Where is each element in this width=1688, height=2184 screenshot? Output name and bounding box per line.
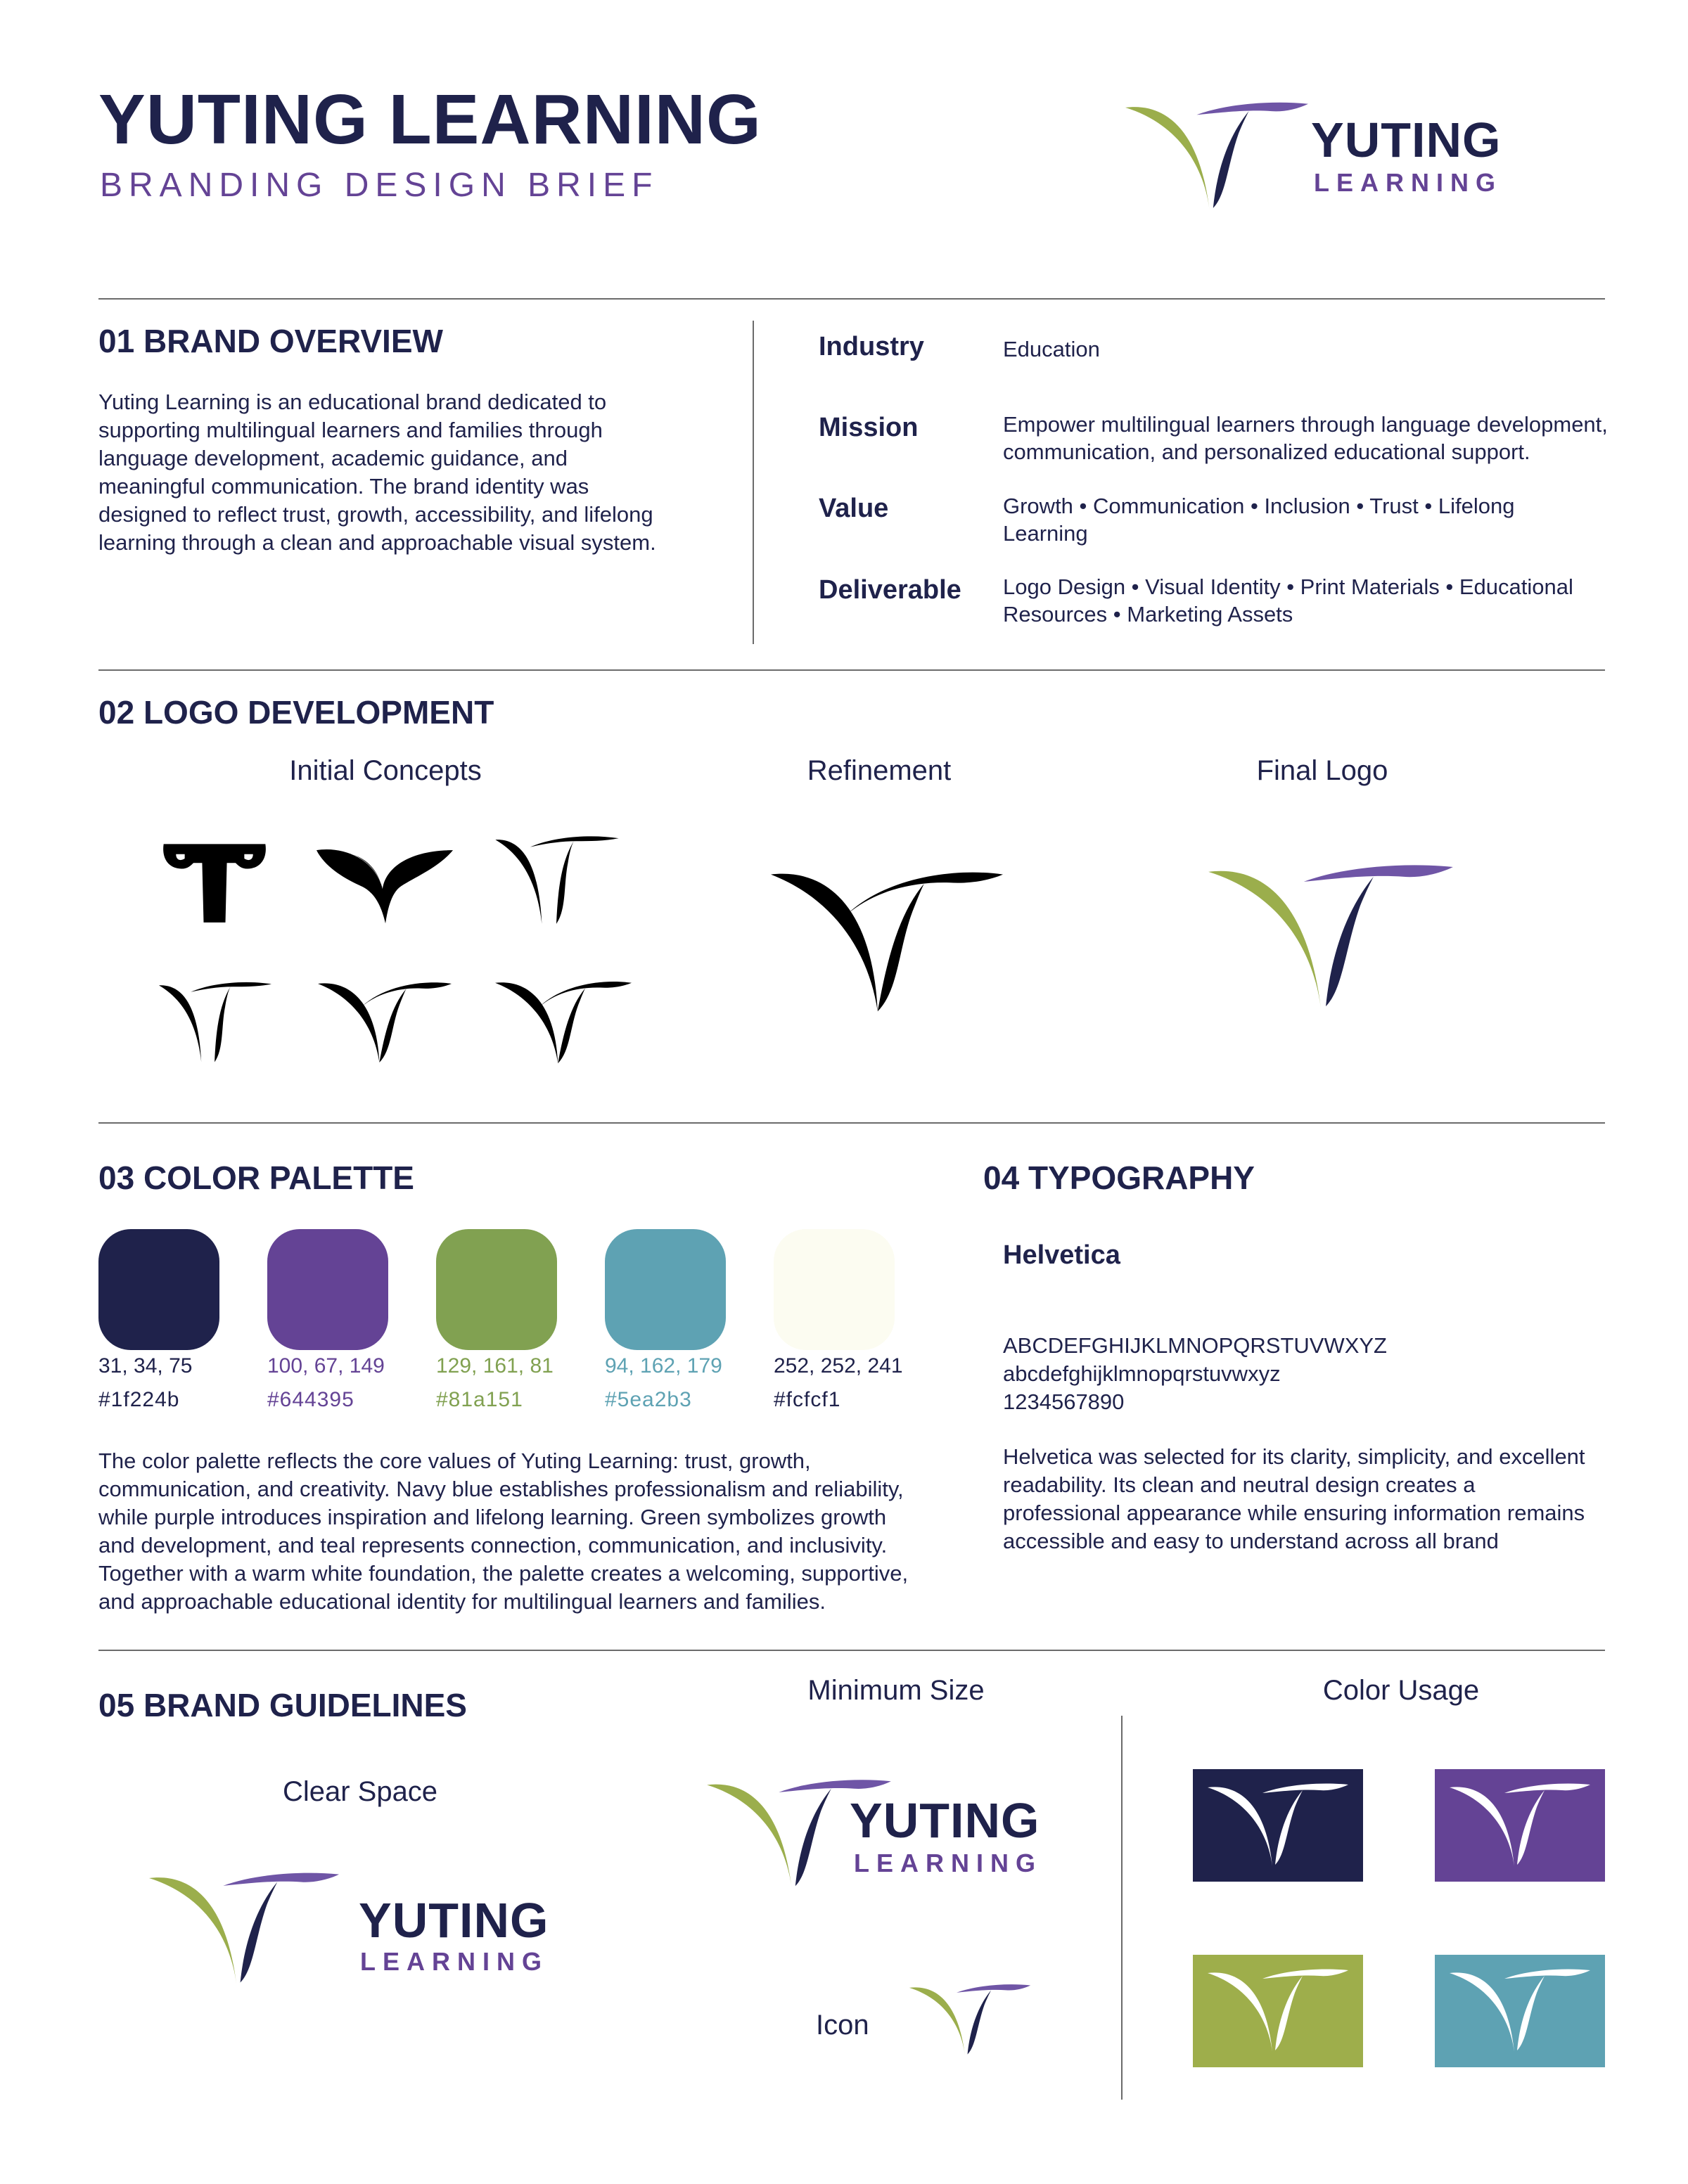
clear-space-logo: [149, 1870, 557, 1997]
refinement-mark-icon: [771, 863, 1003, 1022]
fact-label-industry: Industry: [819, 332, 924, 361]
concept-swoosh-icon: [159, 977, 271, 1069]
white-mark-icon: [1206, 1782, 1350, 1873]
white-mark-icon: [1447, 1782, 1592, 1873]
swatch-navy: [98, 1229, 219, 1350]
swatch-rgb-teal: 94, 162, 179: [605, 1354, 722, 1377]
usage-tile-navy: [1193, 1769, 1363, 1882]
usage-tile-green: [1193, 1955, 1363, 2067]
divider: [98, 1650, 1605, 1651]
usage-tile-teal: [1435, 1955, 1605, 2067]
swatch-rgb-navy: 31, 34, 75: [98, 1354, 193, 1377]
palette-paragraph: The color palette reflects the core values of Yuting Learning: trust, growth, communication, and creativity. Navy blue establishes professionalism and reliability, while purple introduces inspiration and lifelong learning. Green symbolizes growth and development, and teal represents connection, communication, and inclusivity. Together with a warm white foundation, the palette creates a welcoming, supportive, and approachable educational identity for multilingual learners and families.: [98, 1448, 909, 1614]
swatch-hex-green: #81a151: [436, 1388, 523, 1411]
concept-t-icon: [159, 837, 270, 924]
typeface-name: Helvetica: [1003, 1240, 1120, 1270]
fact-label-deliverable: Deliverable: [819, 575, 961, 605]
concept-wing-icon: [316, 838, 453, 925]
swatch-hex-warm-white: #fcfcf1: [774, 1388, 841, 1411]
small-icon-mark-icon: [909, 1983, 1031, 2062]
section-heading-overview: 01 BRAND OVERVIEW: [98, 323, 443, 359]
caption-final-logo: Final Logo: [1256, 755, 1388, 786]
logo-word-learning: LEARNING: [360, 1947, 549, 1976]
page-subtitle: BRANDING DESIGN BRIEF: [100, 167, 659, 204]
fact-value-industry: Education: [1003, 337, 1100, 361]
white-mark-icon: [1447, 1967, 1592, 2059]
typeface-specimen: ABCDEFGHIJKLMNOPQRSTUVWXYZ abcdefghijklmnopqrstuvwxyz 1234567890: [1003, 1333, 1387, 1414]
typography-paragraph: Helvetica was selected for its clarity, simplicity, and excellent readability. Its clean and neutral design creates a professional appearance while ensuring information remains accessible and easy to understand across all brand: [1003, 1444, 1585, 1553]
swatch-warm-white: [774, 1229, 895, 1350]
white-mark-icon: [1206, 1967, 1350, 2059]
swatch-green: [436, 1229, 557, 1350]
caption-minimum-size: Minimum Size: [807, 1675, 985, 1706]
vertical-divider: [753, 321, 754, 644]
logo-mark-icon: [1125, 100, 1308, 219]
swatch-rgb-green: 129, 161, 81: [436, 1354, 554, 1377]
divider: [98, 298, 1605, 300]
header-logo: [1125, 100, 1505, 219]
caption-refinement: Refinement: [807, 755, 952, 786]
swatch-hex-purple: #644395: [267, 1388, 354, 1411]
page-title: YUTING LEARNING: [98, 80, 762, 159]
logo-word-yuting: YUTING: [850, 1793, 1040, 1848]
fact-value-deliverable: Logo Design • Visual Identity • Print Materials • Educational Resources • Marketing Assets: [1003, 574, 1573, 627]
final-logo-mark-icon: [1200, 862, 1462, 1021]
concept-swoosh-icon: [495, 834, 619, 928]
divider: [98, 669, 1605, 671]
fact-label-value: Value: [819, 494, 889, 523]
concept-swoosh-icon: [318, 977, 452, 1069]
overview-paragraph: Yuting Learning is an educational brand dedicated to supporting multilingual learners and families through language development, academic guidance, and meaningful communication. The brand identity was designed to reflect trust, growth, accessibility, and lifelong learning through a clean and approachable visual system.: [98, 390, 656, 555]
section-heading-color-palette: 03 COLOR PALETTE: [98, 1160, 414, 1196]
swatch-hex-navy: #1f224b: [98, 1388, 180, 1411]
logo-word-yuting: YUTING: [359, 1893, 549, 1948]
fact-label-mission: Mission: [819, 413, 919, 442]
caption-initial-concepts: Initial Concepts: [289, 755, 482, 786]
minimum-size-logo: [703, 1778, 1055, 1897]
swatch-purple: [267, 1229, 388, 1350]
section-heading-logo-development: 02 LOGO DEVELOPMENT: [98, 694, 494, 731]
logo-mark-icon: [149, 1870, 339, 1994]
divider: [98, 1122, 1605, 1124]
logo-word-yuting: YUTING: [1311, 113, 1502, 167]
section-heading-typography: 04 TYPOGRAPHY: [983, 1160, 1255, 1196]
swatch-rgb-warm-white: 252, 252, 241: [774, 1354, 903, 1377]
caption-icon: Icon: [816, 2010, 869, 2041]
concept-swoosh-icon: [495, 977, 632, 1069]
fact-value-value: Growth • Communication • Inclusion • Trust • Lifelong Learning: [1003, 494, 1515, 546]
swatch-rgb-purple: 100, 67, 149: [267, 1354, 385, 1377]
fact-value-mission: Empower multilingual learners through language development, communication, and personalized educational support.: [1003, 412, 1608, 464]
logo-word-learning: LEARNING: [1314, 168, 1502, 197]
caption-color-usage: Color Usage: [1322, 1675, 1480, 1706]
caption-clear-space: Clear Space: [282, 1776, 438, 1807]
swatch-teal: [605, 1229, 726, 1350]
logo-word-learning: LEARNING: [854, 1849, 1042, 1877]
swatch-hex-teal: #5ea2b3: [605, 1388, 692, 1411]
section-heading-brand-guidelines: 05 BRAND GUIDELINES: [98, 1687, 467, 1723]
usage-tile-purple: [1435, 1769, 1605, 1882]
vertical-divider: [1121, 1716, 1123, 2100]
